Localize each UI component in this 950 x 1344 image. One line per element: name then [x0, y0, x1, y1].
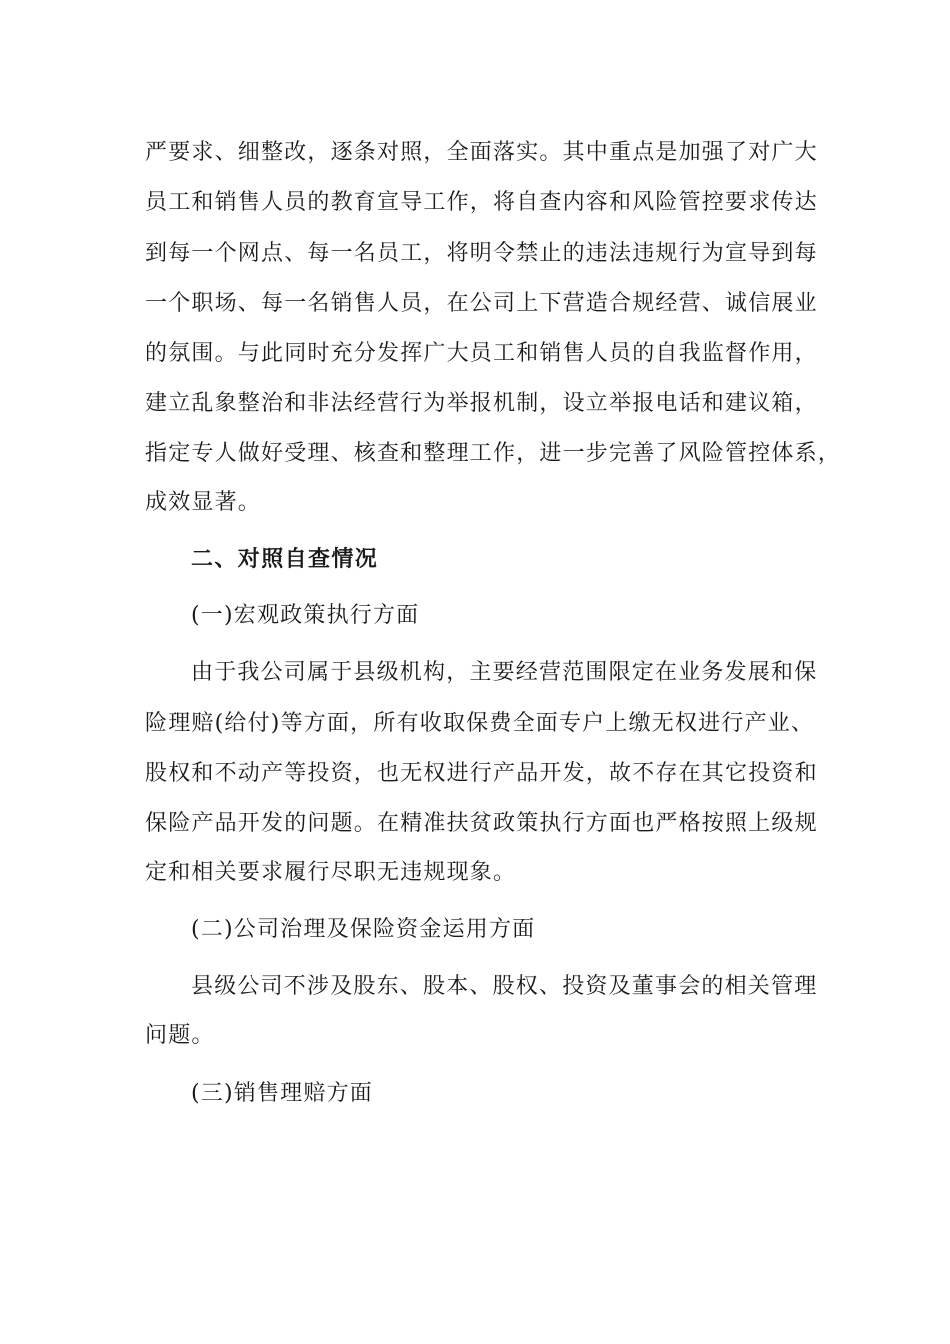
section-heading: 二、对照自查情况: [191, 547, 379, 572]
paragraph-line: 由于我公司属于县级机构，主要经营范围限定在业务发展和保: [191, 660, 818, 685]
paragraph-line: 股权和不动产等投资，也无权进行产品开发，故不存在其它投资和: [145, 761, 818, 786]
paragraph-line: 定和相关要求履行尽职无违规现象。: [145, 860, 517, 885]
paragraph-line: 成效显著。: [145, 490, 262, 515]
paragraph-line: 保险产品开发的问题。在精准扶贫政策执行方面也严格按照上级规: [145, 811, 818, 836]
paragraph-line: 员工和销售人员的教育宣导工作，将自查内容和风险管控要求传达: [145, 190, 818, 215]
paragraph-line: 一个职场、每一名销售人员，在公司上下营造合规经营、诚信展业: [145, 291, 818, 316]
subsection-title-3: (三)销售理赔方面: [191, 1081, 373, 1106]
paragraph-line: 到每一个网点、每一名员工，将明令禁止的违法违规行为宣导到每: [145, 241, 818, 266]
subsection-title-2: (二)公司治理及保险资金运用方面: [191, 917, 536, 942]
paragraph-line: 指定专人做好受理、核查和整理工作，进一步完善了风险管控体系，: [145, 441, 842, 466]
paragraph-line: 县级公司不涉及股东、股本、股权、投资及董事会的相关管理: [191, 974, 818, 999]
paragraph-line: 的氛围。与此同时充分发挥广大员工和销售人员的自我监督作用，: [145, 341, 818, 366]
paragraph-line: 问题。: [145, 1023, 215, 1048]
paragraph-line: 严要求、细整改，逐条对照，全面落实。其中重点是加强了对广大: [145, 140, 818, 165]
paragraph-line: 建立乱象整治和非法经营行为举报机制，设立举报电话和建议箱，: [145, 391, 818, 416]
subsection-title-1: (一)宏观政策执行方面: [191, 603, 420, 628]
paragraph-line: 险理赔(给付)等方面，所有收取保费全面专户上缴无权进行产业、: [145, 711, 815, 736]
